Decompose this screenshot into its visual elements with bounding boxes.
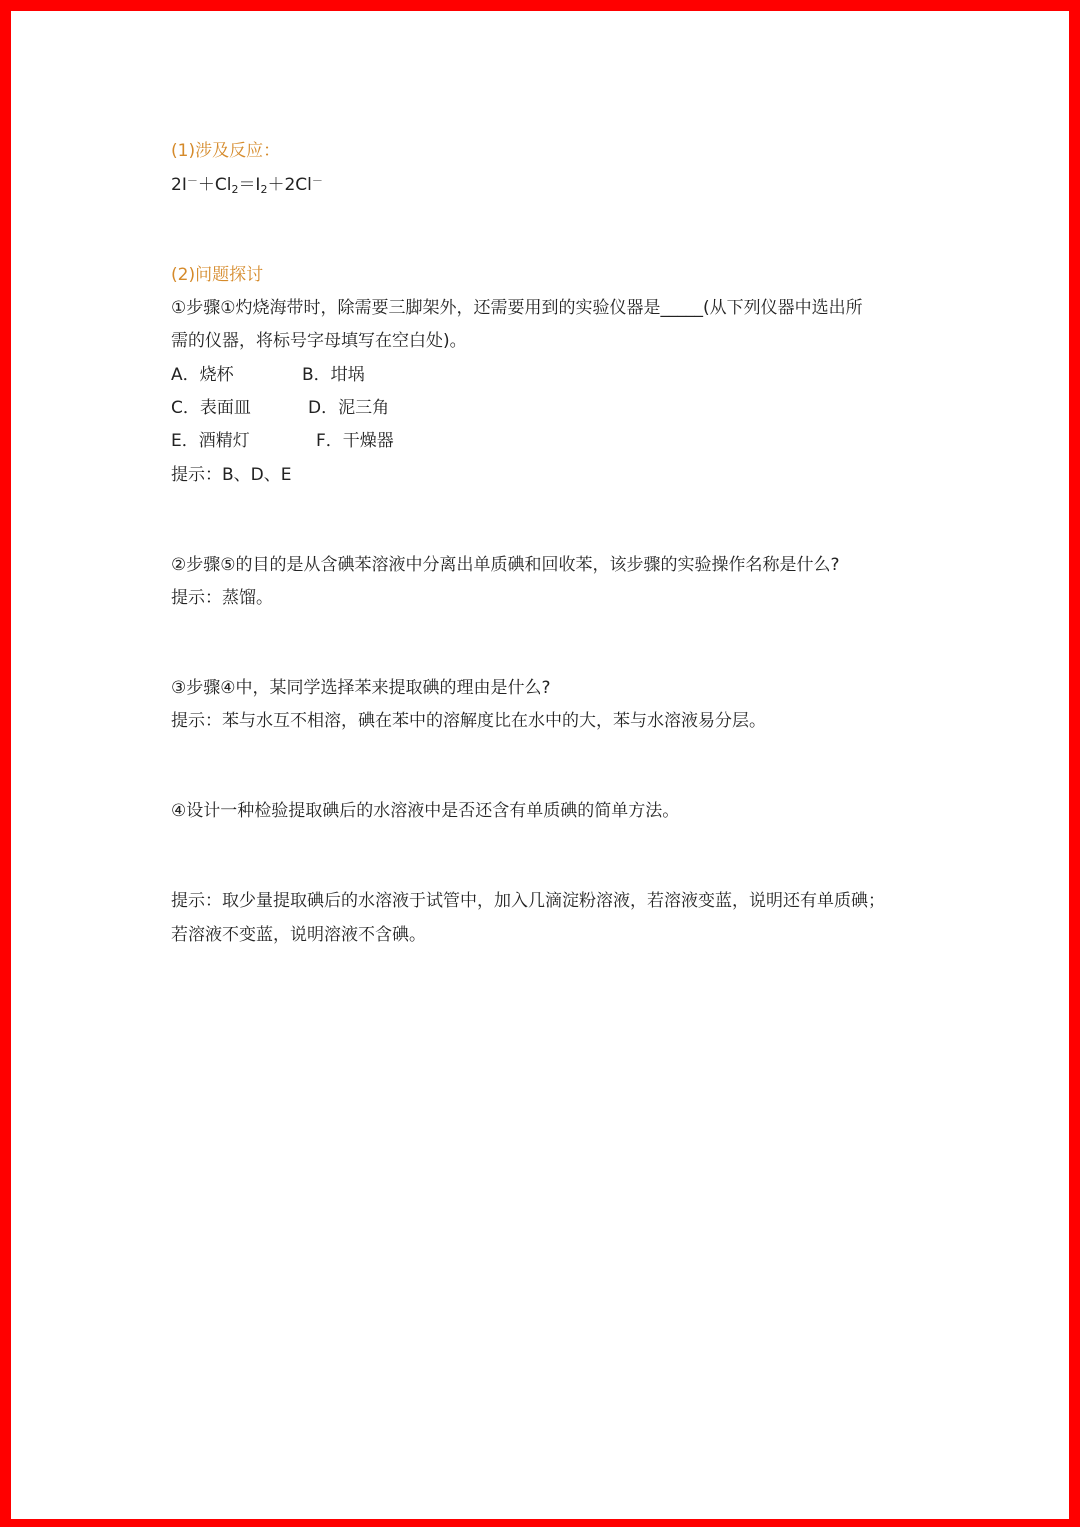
eq-term-3: ＝I — [238, 175, 261, 195]
option-e: E．酒精灯 — [171, 431, 250, 451]
q3-hint: 提示：苯与水互不相溶，碘在苯中的溶解度比在水中的大，苯与水溶液易分层。 — [171, 711, 766, 731]
eq-charge-2: － — [311, 174, 323, 187]
option-c: C．表面皿 — [171, 398, 251, 418]
option-row-1 — [171, 364, 365, 386]
q4-hint-line-2: 若溶液不变蓝，说明溶液不含碘。 — [171, 925, 426, 945]
eq-subscript-2: 2 — [260, 183, 268, 196]
option-a: A．烧杯 — [171, 365, 234, 385]
q3-question: ③步骤④中，某同学选择苯来提取碘的理由是什么? — [171, 678, 551, 698]
q2-hint: 提示：蒸馏。 — [171, 588, 273, 608]
eq-term-4: ＋2Cl — [267, 175, 312, 195]
q2-question: ②步骤⑤的目的是从含碘苯溶液中分离出单质碘和回收苯，该步骤的实验操作名称是什么? — [171, 555, 840, 575]
option-row-3 — [171, 430, 394, 452]
section2-heading: (2)问题探讨 — [171, 265, 264, 285]
q1-hint: 提示：B、D、E — [171, 465, 292, 485]
eq-subscript-1: 2 — [231, 183, 239, 196]
q1-line-2: 需的仪器，将标号字母填写在空白处)。 — [171, 331, 467, 351]
eq-term-2: ＋Cl — [197, 175, 232, 195]
q4-hint-line-1: 提示：取少量提取碘后的水溶液于试管中，加入几滴淀粉溶液，若溶液变蓝，说明还有单质碘； — [171, 891, 885, 911]
reaction-equation — [171, 174, 323, 196]
option-b: B．坩埚 — [302, 365, 365, 385]
q1-line-1: ①步骤①灼烧海带时，除需要三脚架外，还需要用到的实验仪器是_____(从下列仪器中选出所 — [171, 298, 863, 318]
q4-question: ④设计一种检验提取碘后的水溶液中是否还含有单质碘的简单方法。 — [171, 801, 680, 821]
option-d: D．泥三角 — [308, 398, 390, 418]
eq-charge-1: － — [186, 174, 198, 187]
eq-term-1: 2I — [171, 175, 187, 195]
option-f: F．干燥器 — [316, 431, 394, 451]
section1-heading: (1)涉及反应： — [171, 141, 281, 161]
option-row-2 — [171, 397, 389, 419]
